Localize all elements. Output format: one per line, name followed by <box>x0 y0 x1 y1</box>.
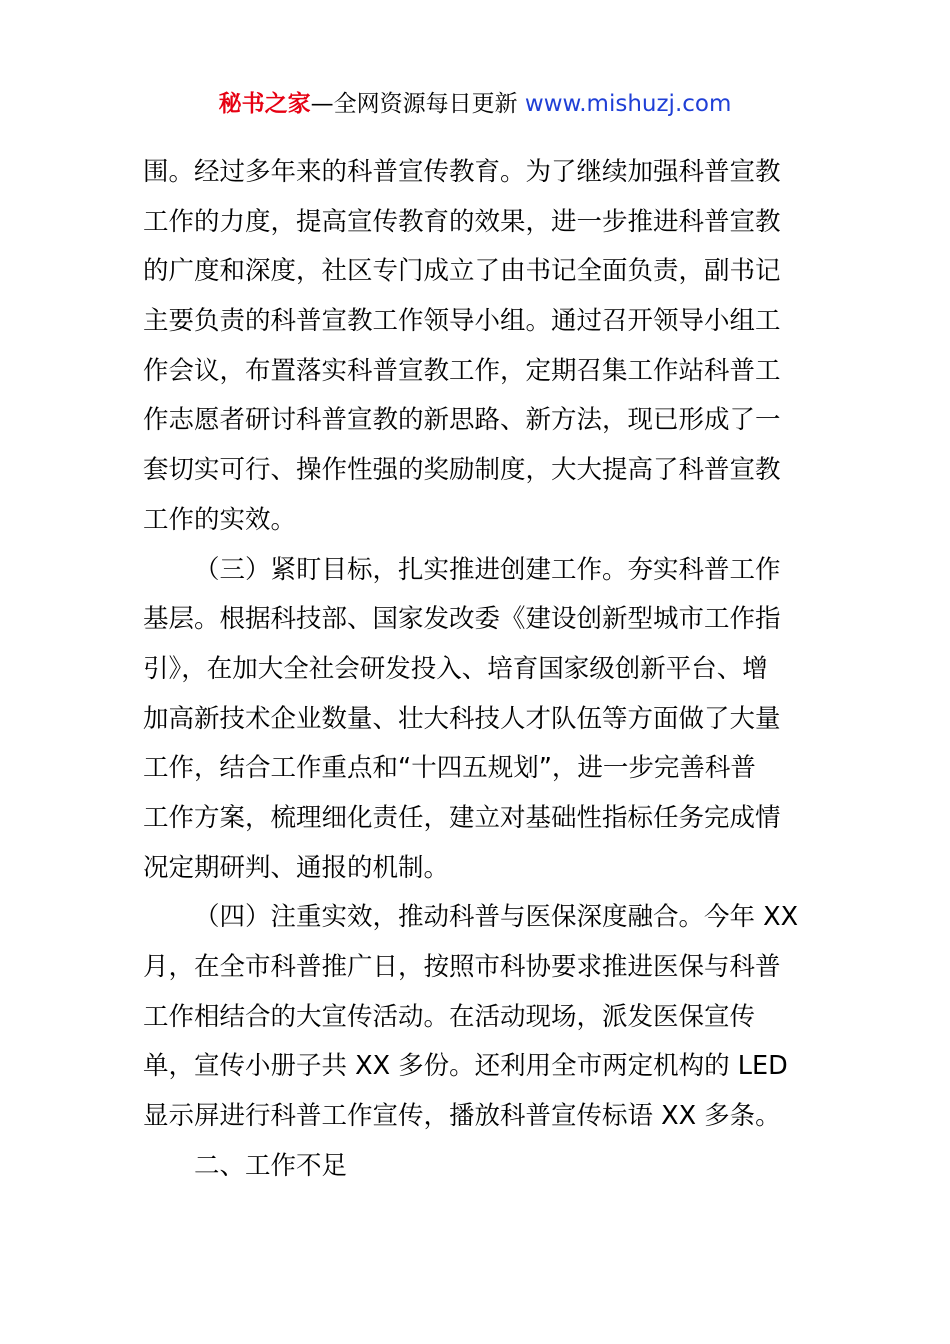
paragraph-line: 工作方案，梳理细化责任，建立对基础性指标任务完成情 <box>143 802 781 833</box>
paragraph-line: 加高新技术企业数量、壮大科技人才队伍等方面做了大量 <box>143 703 781 734</box>
page-header <box>0 88 950 120</box>
paragraph-line: 工作的力度，提高宣传教育的效果，进一步推进科普宣教 <box>143 206 781 237</box>
paragraph-line: 工作的实效。 <box>143 504 297 535</box>
section-heading: 二、工作不足 <box>194 1150 348 1181</box>
paragraph-first-line: （三）紧盯目标，扎实推进创建工作。夯实科普工作 <box>194 554 781 585</box>
paragraph-line: 引》，在加大全社会研发投入、培育国家级创新平台、增 <box>143 653 768 684</box>
paragraph-line: 基层。根据科技部、国家发改委《建设创新型城市工作指 <box>143 604 781 635</box>
header-brand: 秘书之家 <box>218 91 311 117</box>
header-tagline: —全网资源每日更新 <box>310 91 525 117</box>
document-body <box>143 148 810 1191</box>
paragraph-line: 的广度和深度，社区专门成立了由书记全面负责，副书记 <box>143 256 781 287</box>
header-url-link[interactable]: www.mishuzj.com <box>524 91 732 117</box>
paragraph-line: 套切实可行、操作性强的奖励制度，大大提高了科普宣教 <box>143 455 781 486</box>
paragraph-line: 工作相结合的大宣传活动。在活动现场，派发医保宣传 <box>143 1001 756 1032</box>
paragraph-line: 工作，结合工作重点和“十四五规划”，进一步完善科普 <box>143 753 756 784</box>
paragraph-first-line: （四）注重实效，推动科普与医保深度融合。今年 XX <box>194 902 799 933</box>
paragraph-line: 作会议，布置落实科普宣教工作，定期召集工作站科普工 <box>143 355 781 386</box>
paragraph-line: 况定期研判、通报的机制。 <box>143 852 450 883</box>
paragraph-line: 月，在全市科普推广日，按照市科协要求推进医保与科普 <box>143 952 781 982</box>
paragraph-line: 作志愿者研讨科普宣教的新思路、新方法，现已形成了一 <box>143 405 781 436</box>
paragraph-line: 围。经过多年来的科普宣传教育。为了继续加强科普宣教 <box>143 157 781 187</box>
paragraph-line: 单，宣传小册子共 XX 多份。还利用全市两定机构的 LED <box>143 1051 788 1082</box>
paragraph-line: 显示屏进行科普工作宣传，播放科普宣传标语 XX 多条。 <box>143 1101 781 1132</box>
paragraph-line: 主要负责的科普宣教工作领导小组。通过召开领导小组工 <box>143 306 781 337</box>
